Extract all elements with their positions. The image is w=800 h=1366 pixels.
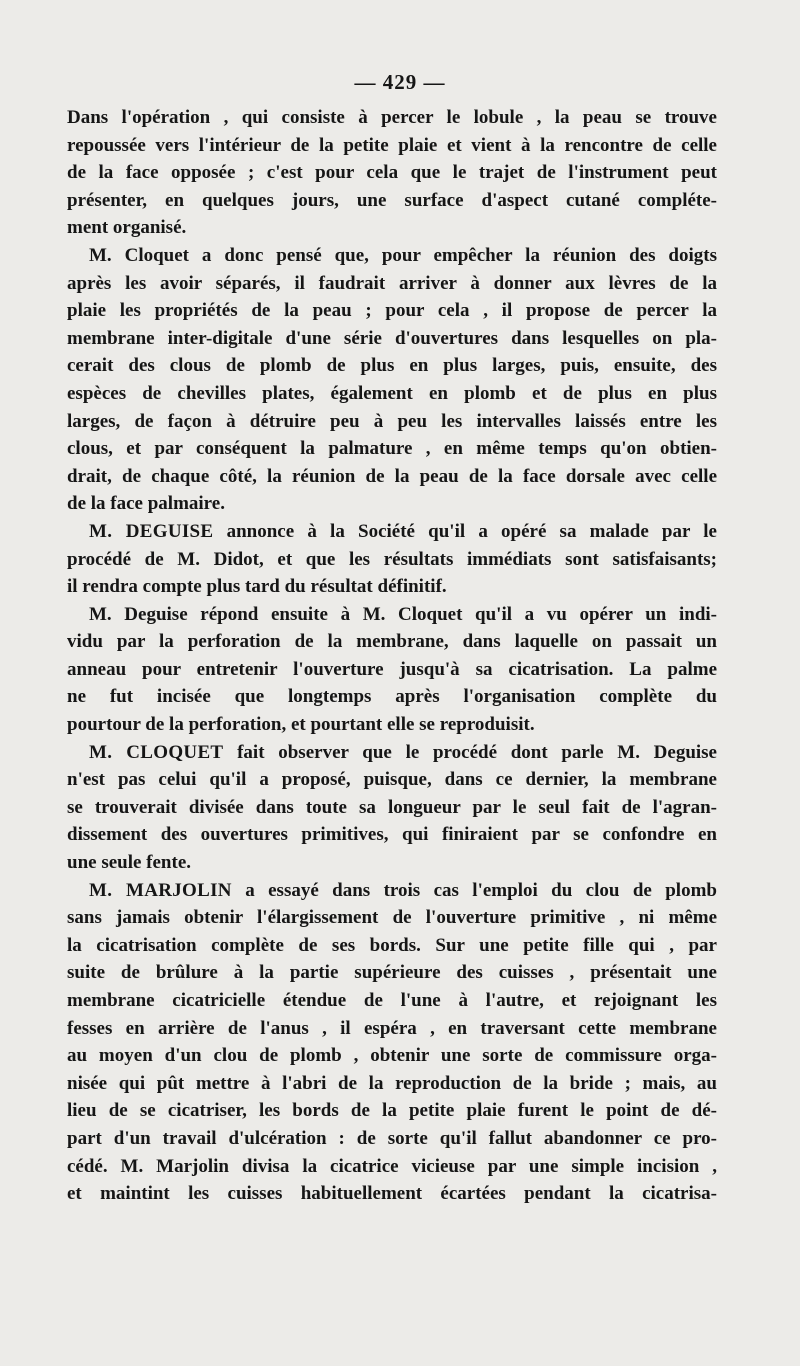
text-line (67, 739, 717, 767)
text-line: ment organisé. (67, 217, 187, 239)
text-line: procédé de M. Didot, et que les résultats immédiats sont satisfaisants; (67, 548, 717, 570)
paragraph-6 (67, 877, 717, 1208)
text-line-rest: a essayé dans trois cas l'emploi du clou de plomb (231, 879, 717, 901)
speaker-name: M. MARJOLIN (89, 879, 232, 901)
text-line: suite de brûlure à la partie supérieure des cuisses , présentait une (67, 962, 717, 984)
text-line: une seule fente. (67, 852, 192, 874)
text-line: de la face opposée ; c'est pour cela que le trajet de l'instrument peut (67, 162, 717, 184)
paragraph-1 (67, 104, 717, 242)
text-line: part d'un travail d'ulcération : de sorte qu'il fallut abandonner ce pro- (67, 1127, 717, 1149)
text-line: vidu par la perforation de la membrane, dans laquelle on passait un (67, 631, 717, 653)
text-line: après les avoir séparés, il faudrait arriver à donner aux lèvres de la (67, 272, 717, 294)
paragraph-5 (67, 739, 717, 877)
text-line-rest: fait observer que le procédé dont parle M. Deguise (223, 741, 717, 763)
text-line: fesses en arrière de l'anus , il espéra , en traversant cette membrane (67, 1017, 717, 1039)
text-line: et maintint les cuisses habituellement écartées pendant la cicatrisa- (67, 1183, 717, 1205)
text-line: se trouverait divisée dans toute sa longueur par le seul fait de l'agran- (67, 796, 717, 818)
page-number: — 429 — (354, 70, 446, 94)
text-line: anneau pour entretenir l'ouverture jusqu'à sa cicatrisation. La palme (67, 658, 717, 680)
text-line: clous, et par conséquent la palmature , en même temps qu'on obtien- (67, 438, 717, 460)
text-line: présenter, en quelques jours, une surface d'aspect cutané compléte- (67, 189, 717, 211)
text-line: pourtour de la perforation, et pourtant elle se reproduisit. (67, 714, 535, 736)
text-line: Dans l'opération , qui consiste à percer le lobule , la peau se trouve (67, 107, 717, 128)
text-line: cédé. M. Marjolin divisa la cicatrice vicieuse par une simple incision , (67, 1155, 717, 1177)
body-text (67, 104, 717, 1208)
text-line: ne fut incisée que longtemps après l'organisation complète du (67, 686, 717, 708)
text-line: larges, de façon à détruire peu à peu les intervalles laissés entre les (67, 410, 717, 432)
text-line: dissement des ouvertures primitives, qui finiraient par se confondre en (67, 824, 717, 846)
text-line: lieu de se cicatriser, les bords de la petite plaie furent le point de dé- (67, 1100, 717, 1122)
paragraph-2 (67, 242, 717, 518)
text-line: espèces de chevilles plates, également en plomb et de plus en plus (67, 382, 717, 404)
speaker-name: M. DEGUISE (89, 520, 214, 542)
text-line: nisée qui pût mettre à l'abri de la reproduction de la bride ; mais, au (67, 1072, 717, 1094)
text-line-rest: annonce à la Société qu'il a opéré sa malade par le (213, 520, 717, 542)
text-line: au moyen d'un clou de plomb , obtenir une sorte de commissure orga- (67, 1045, 717, 1067)
text-line: la cicatrisation complète de ses bords. Sur une petite fille qui , par (67, 934, 717, 956)
text-line (67, 877, 717, 905)
text-line: M. Deguise répond ensuite à M. Cloquet qu'il a vu opérer un indi- (89, 603, 717, 625)
paragraph-4 (67, 601, 717, 739)
text-line: sans jamais obtenir l'élargissement de l'ouverture primitive , ni même (67, 907, 717, 929)
text-line: membrane inter-digitale d'une série d'ouvertures dans lesquelles on pla- (67, 327, 717, 349)
text-line (67, 518, 717, 546)
text-line: drait, de chaque côté, la réunion de la peau de la face dorsale avec celle (67, 465, 717, 487)
text-line: n'est pas celui qu'il a proposé, puisque, dans ce dernier, la membrane (67, 769, 717, 791)
text-line: de la face palmaire. (67, 493, 225, 515)
text-line: M. Cloquet a donc pensé que, pour empêcher la réunion des doigts (89, 244, 717, 266)
text-line: il rendra compte plus tard du résultat définitif. (67, 576, 447, 598)
text-line: repoussée vers l'intérieur de la petite plaie et vient à la rencontre de celle (67, 134, 717, 156)
text-line: plaie les propriétés de la peau ; pour cela , il propose de percer la (67, 300, 717, 322)
text-line: membrane cicatricielle étendue de l'une à l'autre, et rejoignant les (67, 990, 717, 1011)
paragraph-3 (67, 518, 717, 601)
text-line: cerait des clous de plomb de plus en plus larges, puis, ensuite, des (67, 355, 717, 377)
speaker-name: M. CLOQUET (89, 741, 224, 763)
